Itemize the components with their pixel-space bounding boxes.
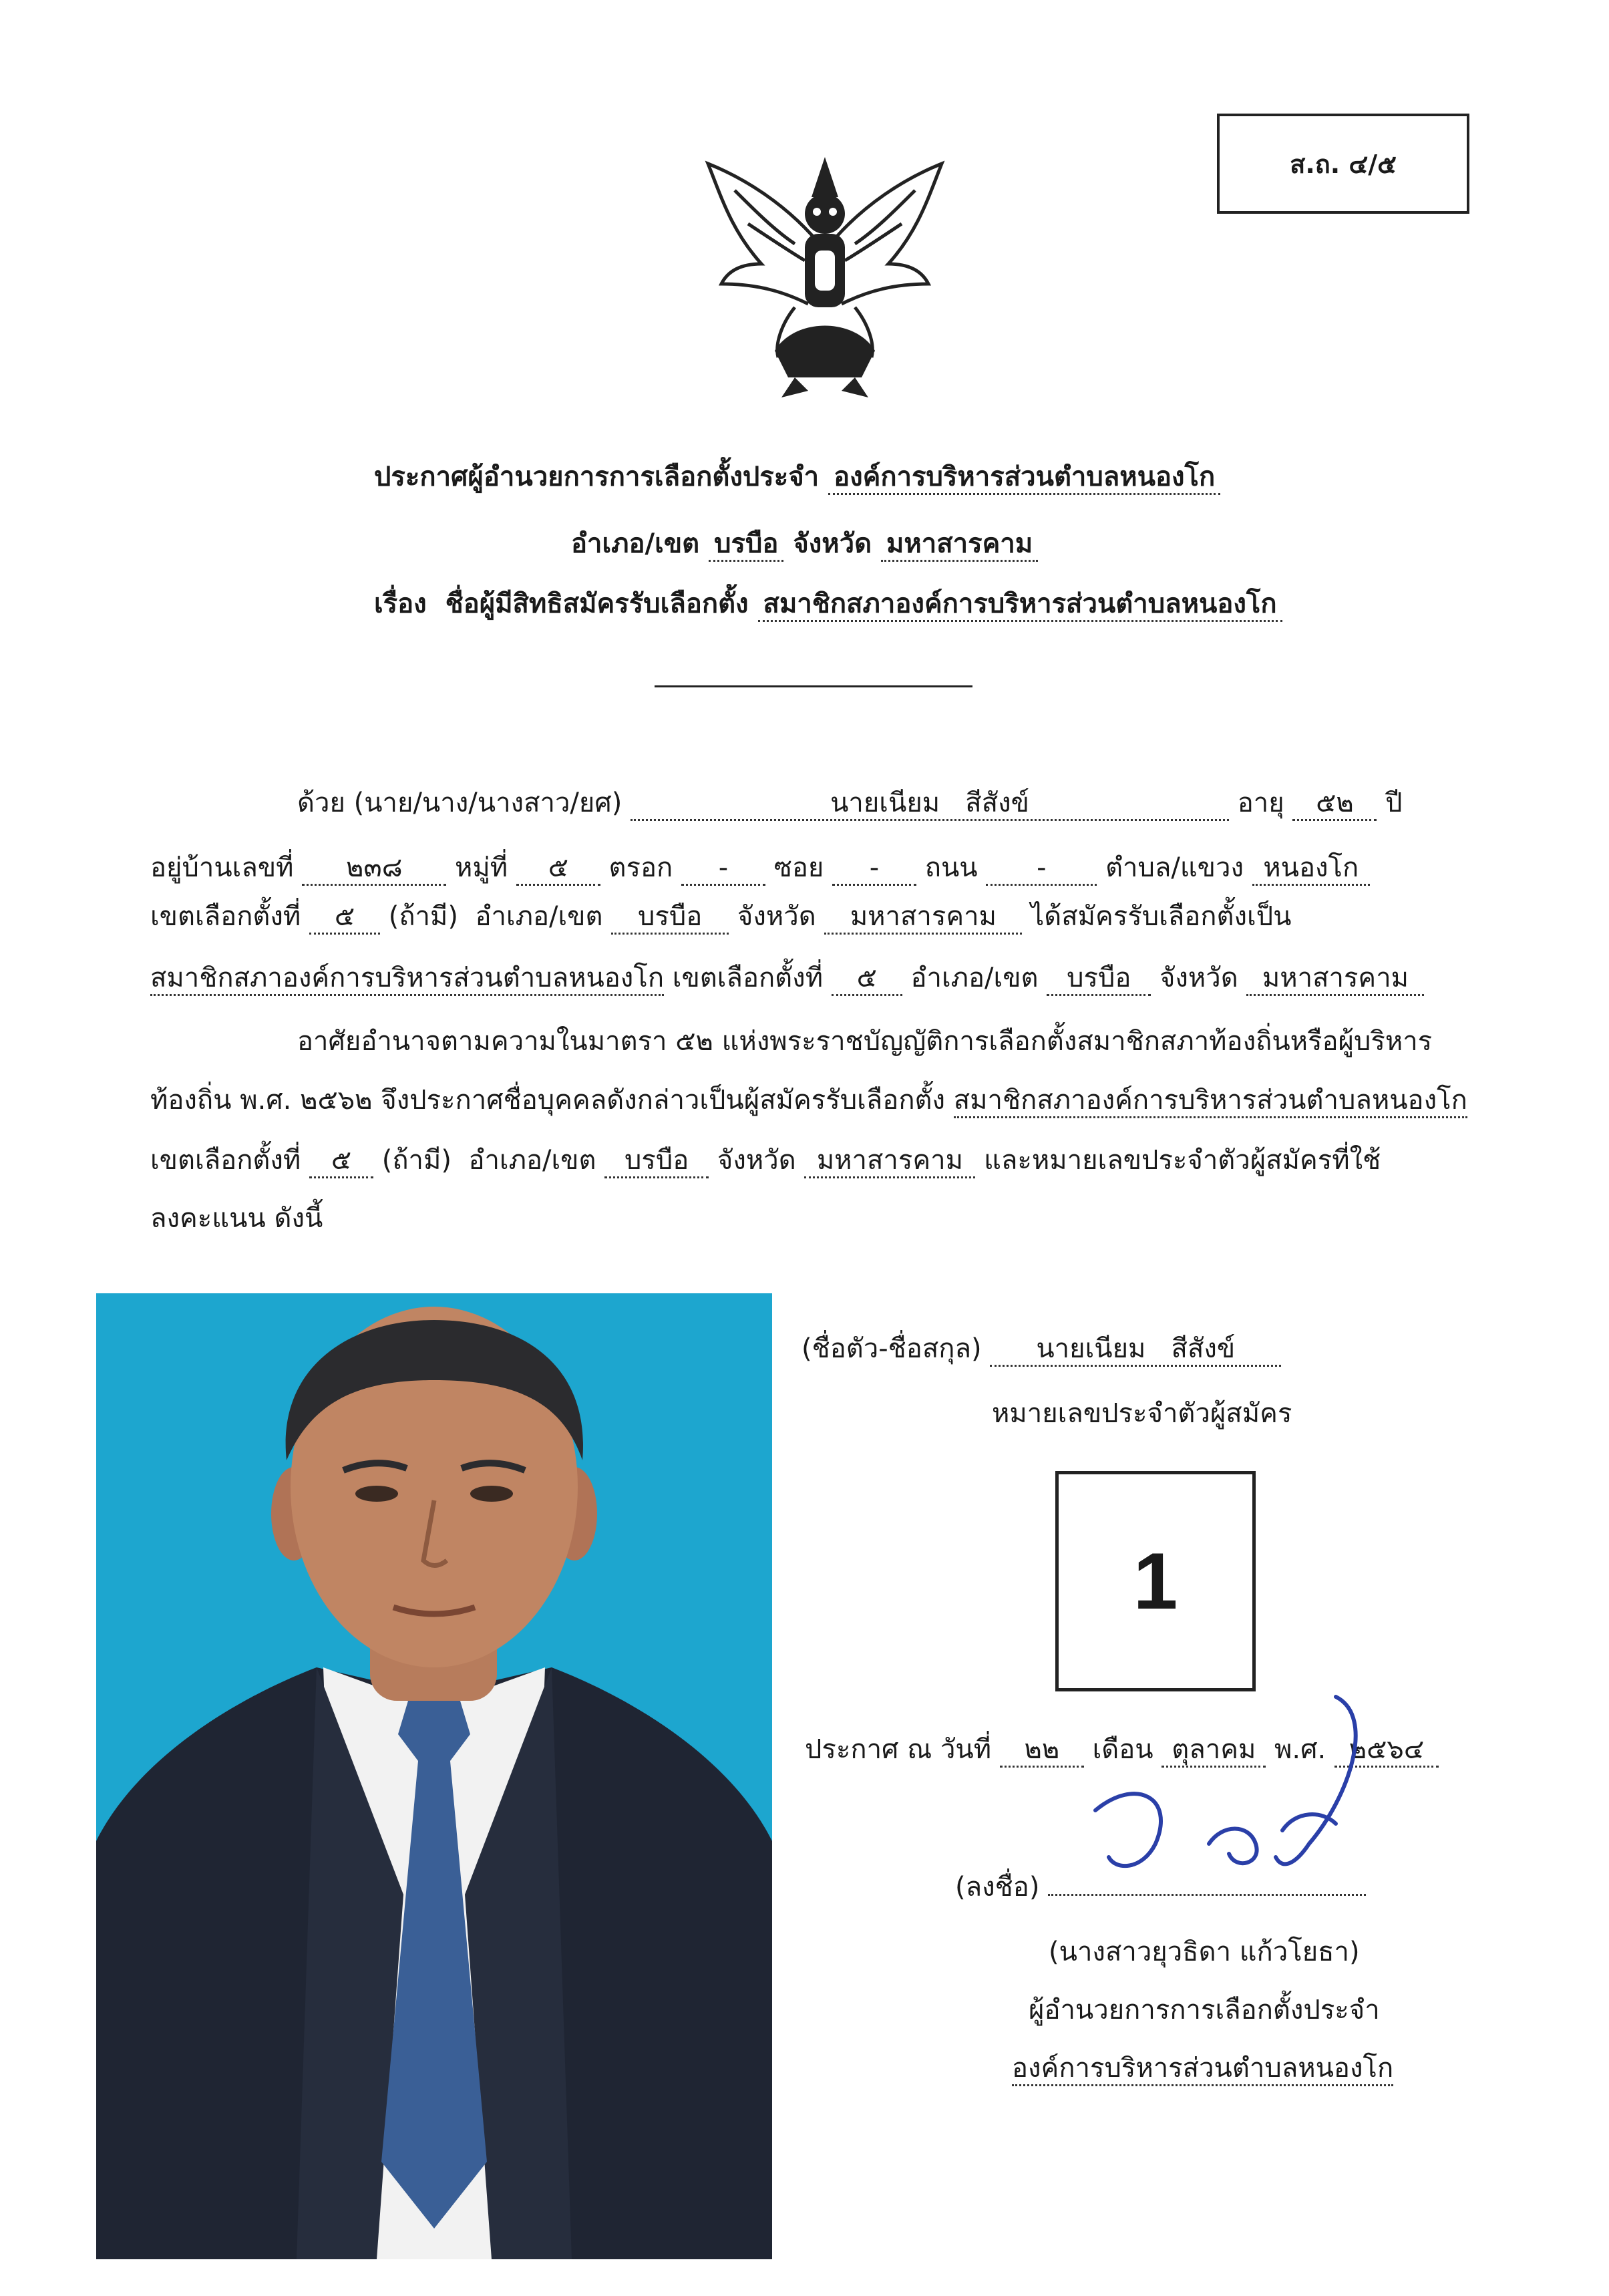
district-field: บรบือ bbox=[611, 900, 729, 935]
body-row-7: เขตเลือกตั้งที่ ๕ (ถ้ามี) อำเภอ/เขต บรบือ จังหวัด มหาสารคาม และหมายเลขประจำตัวผู้สมัครที่ใช้ bbox=[150, 1144, 1381, 1178]
road-field: - bbox=[986, 852, 1097, 886]
soi-field: - bbox=[832, 852, 916, 886]
announce-date-row: ประกาศ ณ วันที่ ๒๒ เดือน ตุลาคม พ.ศ. ๒๕๖๔ bbox=[805, 1734, 1439, 1768]
header-divider bbox=[655, 685, 972, 687]
signature-row: (ลงชื่อ) bbox=[955, 1867, 1366, 1903]
body-row-8: ลงคะแนน ดังนี้ bbox=[150, 1203, 323, 1234]
body-row-6: ท้องถิ่น พ.ศ. ๒๕๖๒ จึงประกาศชื่อบุคคลดังกล่าวเป็นผู้สมัครรับเลือกตั้ง สมาชิกสภาองค์การบริหารส่วนตำบลหนองโก bbox=[150, 1084, 1467, 1118]
province-field-3: มหาสารคาม bbox=[804, 1144, 975, 1178]
candidate-number-label: หมายเลขประจำตัวผู้สมัคร bbox=[992, 1398, 1292, 1429]
emblem-crown bbox=[812, 157, 838, 197]
emblem-base bbox=[775, 326, 875, 378]
candidate-fullname-field: นายเนียม สีสังข์ bbox=[631, 787, 1229, 821]
signer-title: ผู้อำนวยการการเลือกตั้งประจำ bbox=[1029, 1995, 1380, 2025]
tambon-field: หนองโก bbox=[1252, 852, 1370, 886]
candidate-name-field: นายเนียม สีสังข์ bbox=[990, 1333, 1281, 1367]
province-field: มหาสารคาม bbox=[824, 900, 1022, 935]
candidate-name-row: (ชื่อตัว-ชื่อสกุล) นายเนียม สีสังข์ bbox=[801, 1333, 1281, 1367]
garuda-emblem bbox=[695, 150, 955, 404]
announce-day: ๒๒ bbox=[1000, 1734, 1084, 1768]
header-line-2: อำเภอ/เขต บรบือ จังหวัด มหาสารคาม bbox=[571, 528, 1038, 562]
signer-name: (นางสาวยุวธิดา แก้วโยธา) bbox=[1049, 1937, 1360, 1967]
header-subject: ชื่อผู้มีสิทธิสมัครรับเลือกตั้ง bbox=[445, 589, 749, 619]
district-field-2: บรบือ bbox=[1047, 962, 1151, 996]
header-organization: องค์การบริหารส่วนตำบลหนองโก bbox=[828, 461, 1220, 495]
position-field-2: สมาชิกสภาองค์การบริหารส่วนตำบลหนองโก bbox=[954, 1084, 1467, 1118]
trok-field: - bbox=[681, 852, 765, 886]
position-field: สมาชิกสภาองค์การบริหารส่วนตำบลหนองโก bbox=[150, 962, 664, 996]
zone-field-3: ๕ bbox=[309, 1144, 373, 1178]
candidate-number: 1 bbox=[1133, 1536, 1178, 1626]
body-row-4: สมาชิกสภาองค์การบริหารส่วนตำบลหนองโก เขตเลือกตั้งที่ ๕ อำเภอ/เขต บรบือ จังหวัด มหาสารคาม bbox=[150, 962, 1424, 996]
body-row-1: ด้วย (นาย/นาง/นางสาว/ยศ) นายเนียม สีสังข์ อายุ ๕๒ ปี bbox=[297, 787, 1403, 821]
province-field-2: มหาสารคาม bbox=[1246, 962, 1424, 996]
body-row-5: อาศัยอำนาจตามความในมาตรา ๕๒ แห่งพระราชบัญญัติการเลือกตั้งสมาชิกสภาท้องถิ่นหรือผู้บริหาร bbox=[297, 1026, 1433, 1057]
candidate-number-box bbox=[1055, 1471, 1256, 1691]
signature-line bbox=[1048, 1867, 1366, 1896]
candidate-photo bbox=[96, 1293, 772, 2259]
announce-year: ๒๕๖๔ bbox=[1334, 1734, 1439, 1768]
zone-field-2: ๕ bbox=[832, 962, 902, 996]
signer-org-row bbox=[1012, 2052, 1393, 2086]
district-field-3: บรบือ bbox=[604, 1144, 709, 1178]
signer-organization: องค์การบริหารส่วนตำบลหนองโก bbox=[1012, 2052, 1393, 2086]
header-line-3: เรื่อง ชื่อผู้มีสิทธิสมัครรับเลือกตั้ง สมาชิกสภาองค์การบริหารส่วนตำบลหนองโก bbox=[374, 588, 1282, 622]
form-code: ส.ถ. ๔/๕ bbox=[1290, 149, 1397, 179]
house-number-field: ๒๓๘ bbox=[302, 852, 446, 886]
candidate-portrait bbox=[96, 1293, 772, 2259]
body-row-3: เขตเลือกตั้งที่ ๕ (ถ้ามี) อำเภอ/เขต บรบือ จังหวัด มหาสารคาม ได้สมัครรับเลือกตั้งเป็น bbox=[150, 900, 1291, 935]
header-province: มหาสารคาม bbox=[881, 528, 1038, 562]
form-code-box bbox=[1217, 114, 1469, 214]
moo-field: ๕ bbox=[516, 852, 600, 886]
emblem-head bbox=[805, 194, 845, 234]
header-position: สมาชิกสภาองค์การบริหารส่วนตำบลหนองโก bbox=[758, 588, 1282, 622]
zone-field: ๕ bbox=[309, 900, 380, 935]
announce-month: ตุลาคม bbox=[1161, 1734, 1266, 1768]
header-line-1: ประกาศผู้อำนวยการการเลือกตั้งประจำ องค์การบริหารส่วนตำบลหนองโก bbox=[374, 461, 1220, 495]
age-field: ๕๒ bbox=[1292, 787, 1377, 821]
body-row-2: อยู่บ้านเลขที่ ๒๓๘ หมู่ที่ ๕ ตรอก - ซอย - ถนน - ตำบล/แขวง หนองโก bbox=[150, 852, 1370, 886]
header-district: บรบือ bbox=[709, 528, 783, 562]
